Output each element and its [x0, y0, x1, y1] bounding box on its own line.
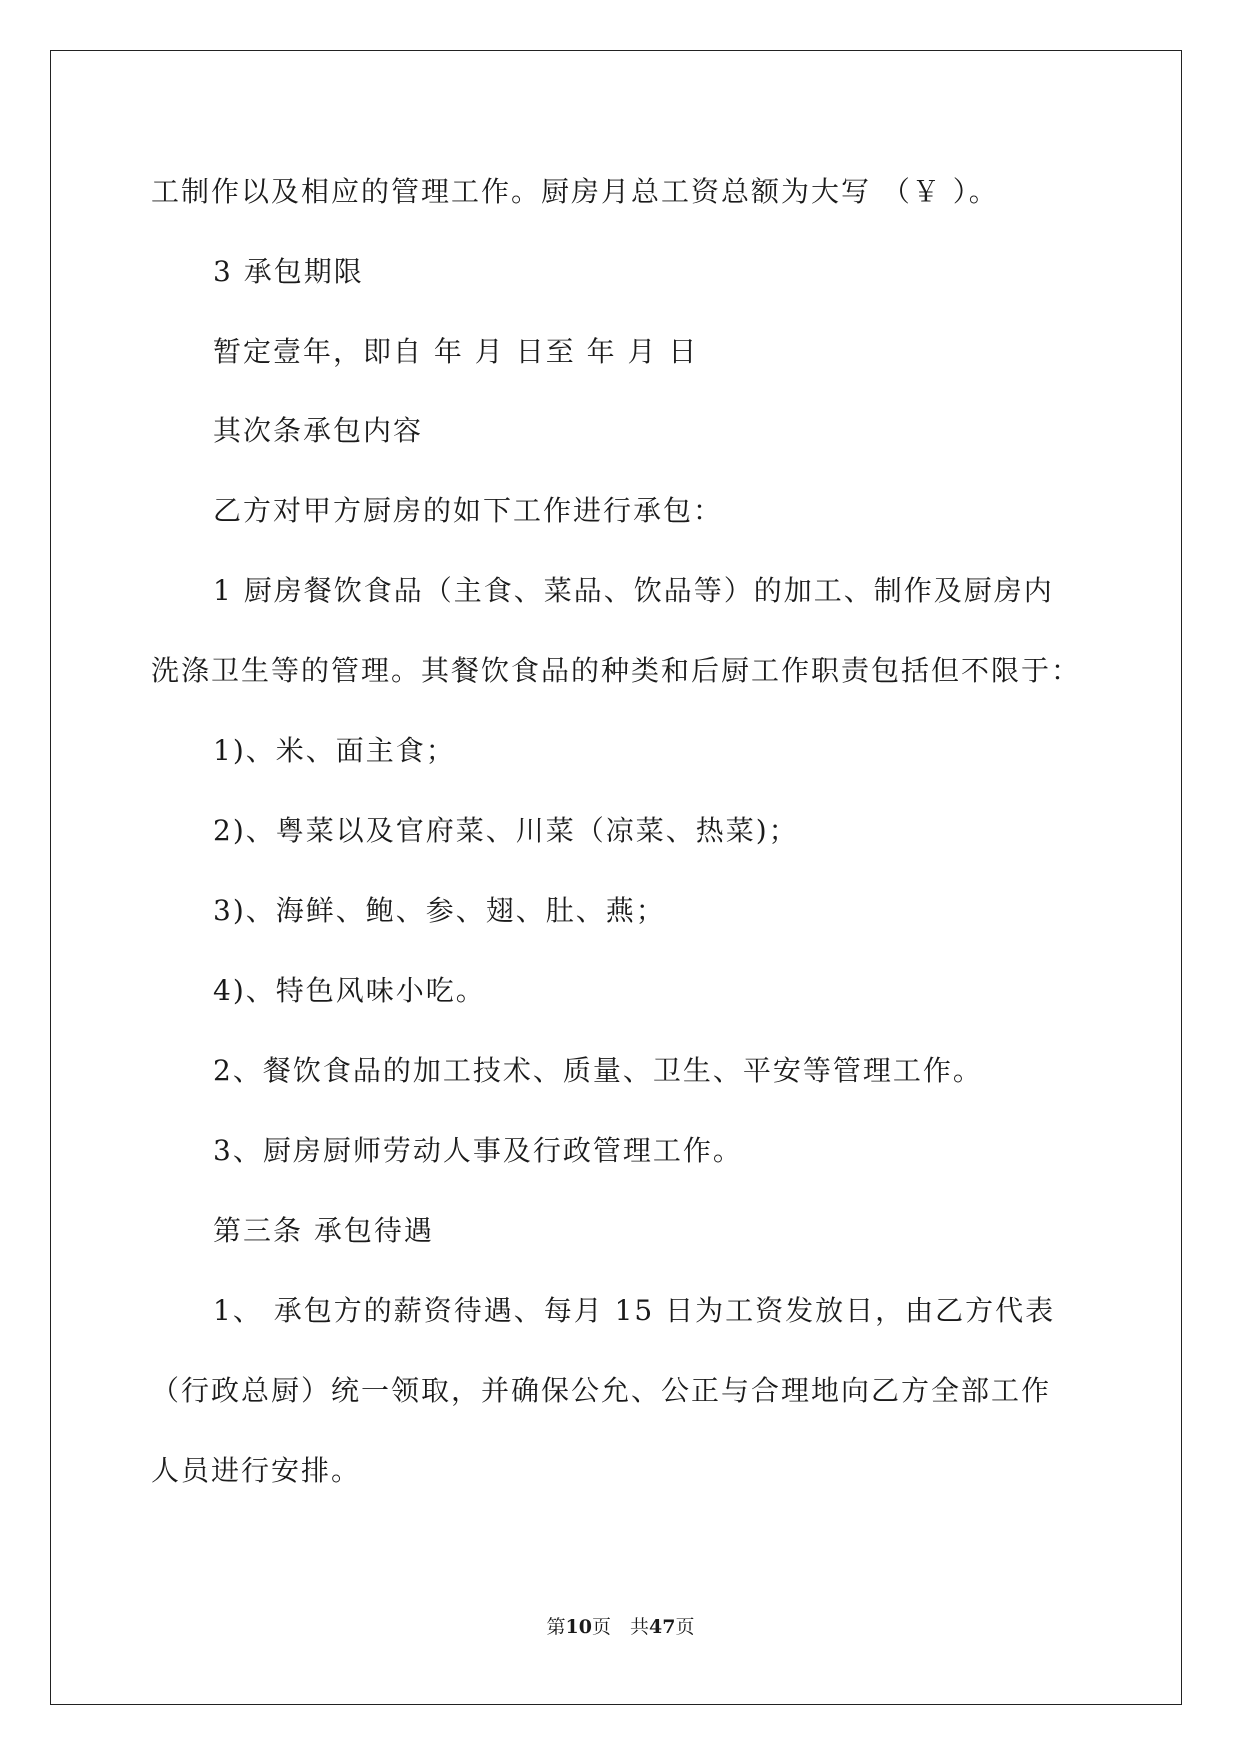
footer-suffix: 页: [675, 1616, 695, 1638]
section-heading: 其次条承包内容: [213, 414, 424, 447]
section-heading: 第三条 承包待遇: [213, 1214, 434, 1247]
paragraph-line: 2、餐饮食品的加工技术、质量、卫生、平安等管理工作。: [213, 1054, 983, 1087]
paragraph-line: 人员进行安排。: [151, 1454, 362, 1487]
page-footer: [0, 1615, 1241, 1639]
paragraph-line: 暂定壹年，即自 年 月 日至 年 月 日: [213, 335, 699, 368]
footer-prefix: 第: [546, 1616, 566, 1638]
total-page-number: 47: [649, 1616, 676, 1638]
paragraph-line: 洗涤卫生等的管理。其餐饮食品的种类和后厨工作职责包括但不限于：: [151, 654, 1082, 687]
paragraph-line: 乙方对甲方厨房的如下工作进行承包：: [213, 494, 724, 527]
footer-middle: 页 共: [591, 1616, 649, 1638]
paragraph-line: 3、厨房厨师劳动人事及行政管理工作。: [213, 1134, 743, 1167]
list-item: 4)、特色风味小吃。: [213, 974, 486, 1007]
list-item: 1)、米、面主食；: [213, 734, 456, 767]
list-item: 2)、粤菜以及官府菜、川菜（凉菜、热菜)；: [213, 814, 799, 847]
section-heading: 3 承包期限: [213, 255, 364, 288]
paragraph-line: 1 厨房餐饮食品（主食、菜品、饮品等）的加工、制作及厨房内: [213, 574, 1054, 607]
current-page-number: 10: [565, 1616, 592, 1638]
paragraph-line: 工制作以及相应的管理工作。厨房月总工资总额为大写 （￥ ）。: [151, 175, 999, 208]
list-item: 3)、海鲜、鲍、参、翅、肚、燕；: [213, 894, 666, 927]
paragraph-line: 1、 承包方的薪资待遇、每月 15 日为工资发放日，由乙方代表: [213, 1294, 1056, 1327]
paragraph-line: （行政总厨）统一领取，并确保公允、公正与合理地向乙方全部工作: [151, 1374, 1052, 1407]
